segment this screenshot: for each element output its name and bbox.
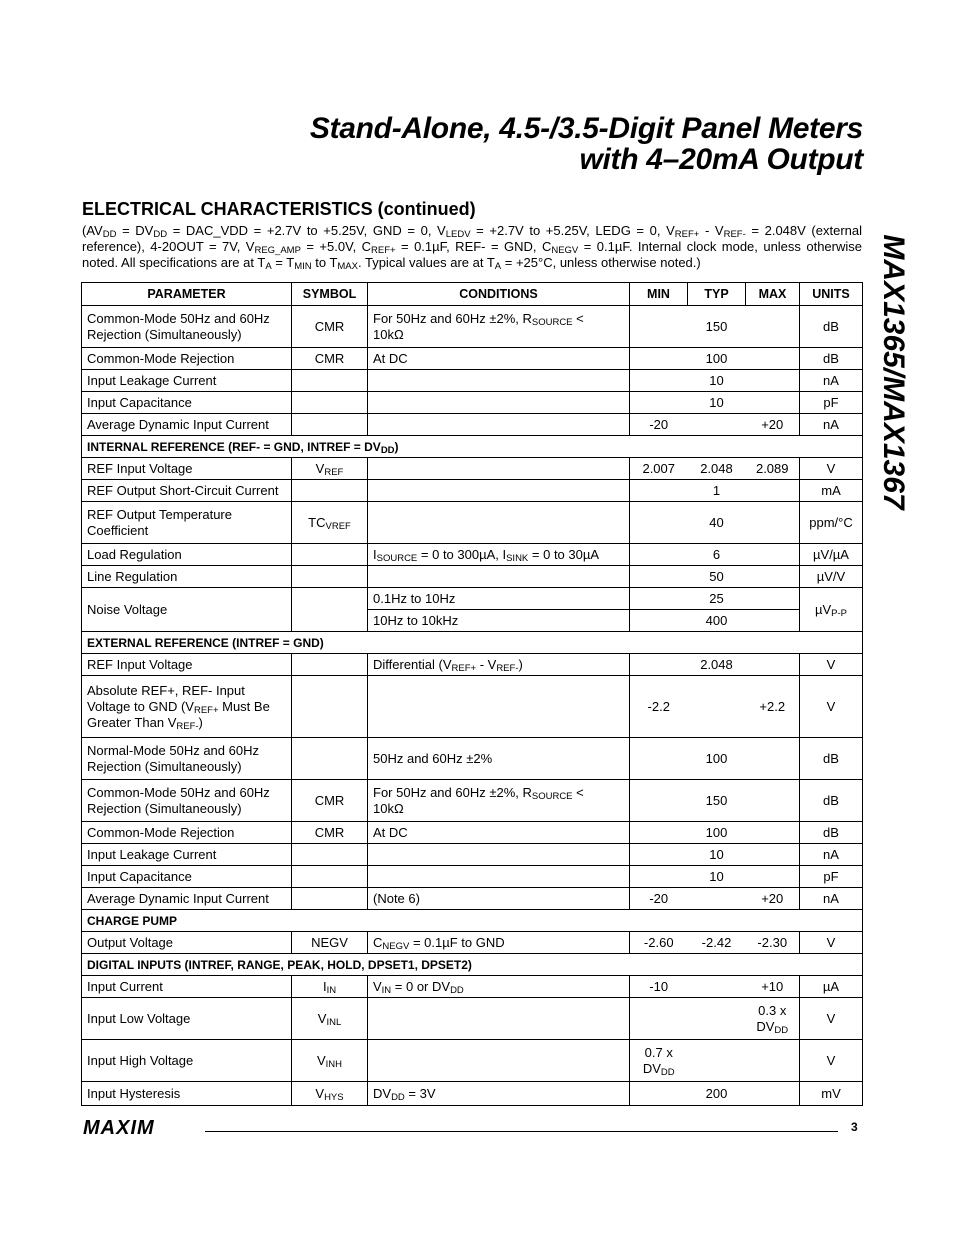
document-title (150, 113, 863, 175)
table-row: Normal-Mode 50Hz and 60Hz Rejection (Simultaneously) 50Hz and 60Hz ±2% 100 dB (82, 738, 863, 780)
title-line-1: Stand-Alone, 4.5-/3.5-Digit Panel Meters (309, 112, 863, 145)
maxim-logo-mark (83, 1117, 193, 1137)
table-row: Common-Mode 50Hz and 60Hz Rejection (Simultaneously) CMR For 50Hz and 60Hz ±2%, $R_{SOURCE}$ < 10kΩ 150 dB (82, 780, 863, 822)
col-units: UNITS (800, 283, 863, 306)
table-row: REF Output Temperature Coefficient $TC_{VREF}$ 40 ppm/°C (82, 502, 863, 544)
table-row: Line Regulation 50 µV/V (82, 566, 863, 588)
section-row-digital-inputs: DIGITAL INPUTS (INTREF, RANGE, PEAK, HOLD, DPSET1, DPSET2) (82, 954, 863, 976)
table-row: Common-Mode Rejection CMR At DC 100 dB (82, 348, 863, 370)
page-number: 3 (851, 1120, 858, 1134)
table-row: Common-Mode 50Hz and 60Hz Rejection (Simultaneously) CMR For 50Hz and 60Hz ±2%, $R_{SOURCE}$ < 10kΩ 150 dB (82, 306, 863, 348)
table-row: Output Voltage NEGV $C_{NEGV} = 0.1\mu F$ to GND -2.60 -2.42 -2.30 V (82, 932, 863, 954)
col-max: MAX (746, 283, 800, 306)
table-row: Noise Voltage 0.1Hz to 10Hz 25 µV$_{P-P}$ (82, 588, 863, 610)
side-part-number: MAX1365/MAX1367 (877, 234, 910, 510)
footer-rule (205, 1131, 838, 1132)
col-parameter: PARAMETER (82, 283, 292, 306)
section-row-external-reference: EXTERNAL REFERENCE (INTREF = GND) (82, 632, 863, 654)
table-row: Input Capacitance 10 pF (82, 392, 863, 414)
section-row-charge-pump: CHARGE PUMP (82, 910, 863, 932)
table-row: REF Input Voltage $V_{REF}$ 2.007 2.048 2.089 V (82, 458, 863, 480)
col-typ: TYP (688, 283, 746, 306)
table-row: Input Low Voltage $V_{INL}$ 0.3 x $DV_{DD}$ V (82, 998, 863, 1040)
col-min: MIN (630, 283, 688, 306)
table-row: Input Capacitance 10 pF (82, 866, 863, 888)
table-row: Input Leakage Current 10 nA (82, 844, 863, 866)
table-row: Load Regulation $I_{SOURCE} = 0$ to 300µA, $I_{SINK} = 0$ to 30µA 6 µV/µA (82, 544, 863, 566)
table-row: REF Output Short-Circuit Current 1 mA (82, 480, 863, 502)
maxim-logo (83, 1117, 193, 1142)
table-row: Input Hysteresis $V_{HYS}$ $DV_{DD} = 3V$ 200 mV (82, 1082, 863, 1106)
table-row: REF Input Voltage Differential $(V_{REF+} - V_{REF-})$ 2.048 V (82, 654, 863, 676)
table-row: Input High Voltage $V_{INH}$ 0.7 x $DV_{DD}$ V (82, 1040, 863, 1082)
table-row: Absolute REF+, REF- Input Voltage to GND ($V_{REF+}$ Must Be Greater Than $V_{REF-}$) -2.2 +2.2 V (82, 676, 863, 738)
col-symbol: SYMBOL (292, 283, 368, 306)
section-row-internal-reference: INTERNAL REFERENCE (REF- = GND, INTREF = $DV_{DD}$) (82, 436, 863, 458)
conditions-intro: ($AV_{DD} = DV_{DD}$ = DAC_VDD = +2.7V to +5.25V, GND = 0, $V_{LEDV} = +2.7V$ to +5.25V, LEDG = 0, $V_{REF+} - V_{REF-} = 2.048V$ (external reference), 4-20OUT = 7V, $V_{REG\_AMP} = +5.0V$, $C_{REF+} = 0.1\mu F$, REF- = GND, $C_{NEGV} = 0.1\mu F$. Internal clock mode, unless otherwise noted. All specifications are at $T_A = T_{MIN}$ to $T_{MAX}$. Typical values are at $T_A = +25^\circ C$, unless otherwise noted.) (82, 223, 863, 272)
table-header-row (82, 283, 863, 306)
electrical-characteristics-table (81, 282, 863, 1106)
table-row: Input Current $I_{IN}$ $V_{IN} = 0$ or $DV_{DD}$ -10 +10 µA (82, 976, 863, 998)
title-line-2: with 4–20mA Output (579, 143, 863, 176)
table-row: Input Leakage Current 10 nA (82, 370, 863, 392)
section-heading: ELECTRICAL CHARACTERISTICS (continued) (82, 199, 476, 219)
col-conditions: CONDITIONS (368, 283, 630, 306)
svg-text:MAXIM: MAXIM (83, 1117, 155, 1137)
table-row: Common-Mode Rejection CMR At DC 100 dB (82, 822, 863, 844)
table-row: Average Dynamic Input Current (Note 6) -20 +20 nA (82, 888, 863, 910)
table-row: 10Hz to 10kHz 400 (82, 610, 863, 632)
table-row: Average Dynamic Input Current -20 +20 nA (82, 414, 863, 436)
